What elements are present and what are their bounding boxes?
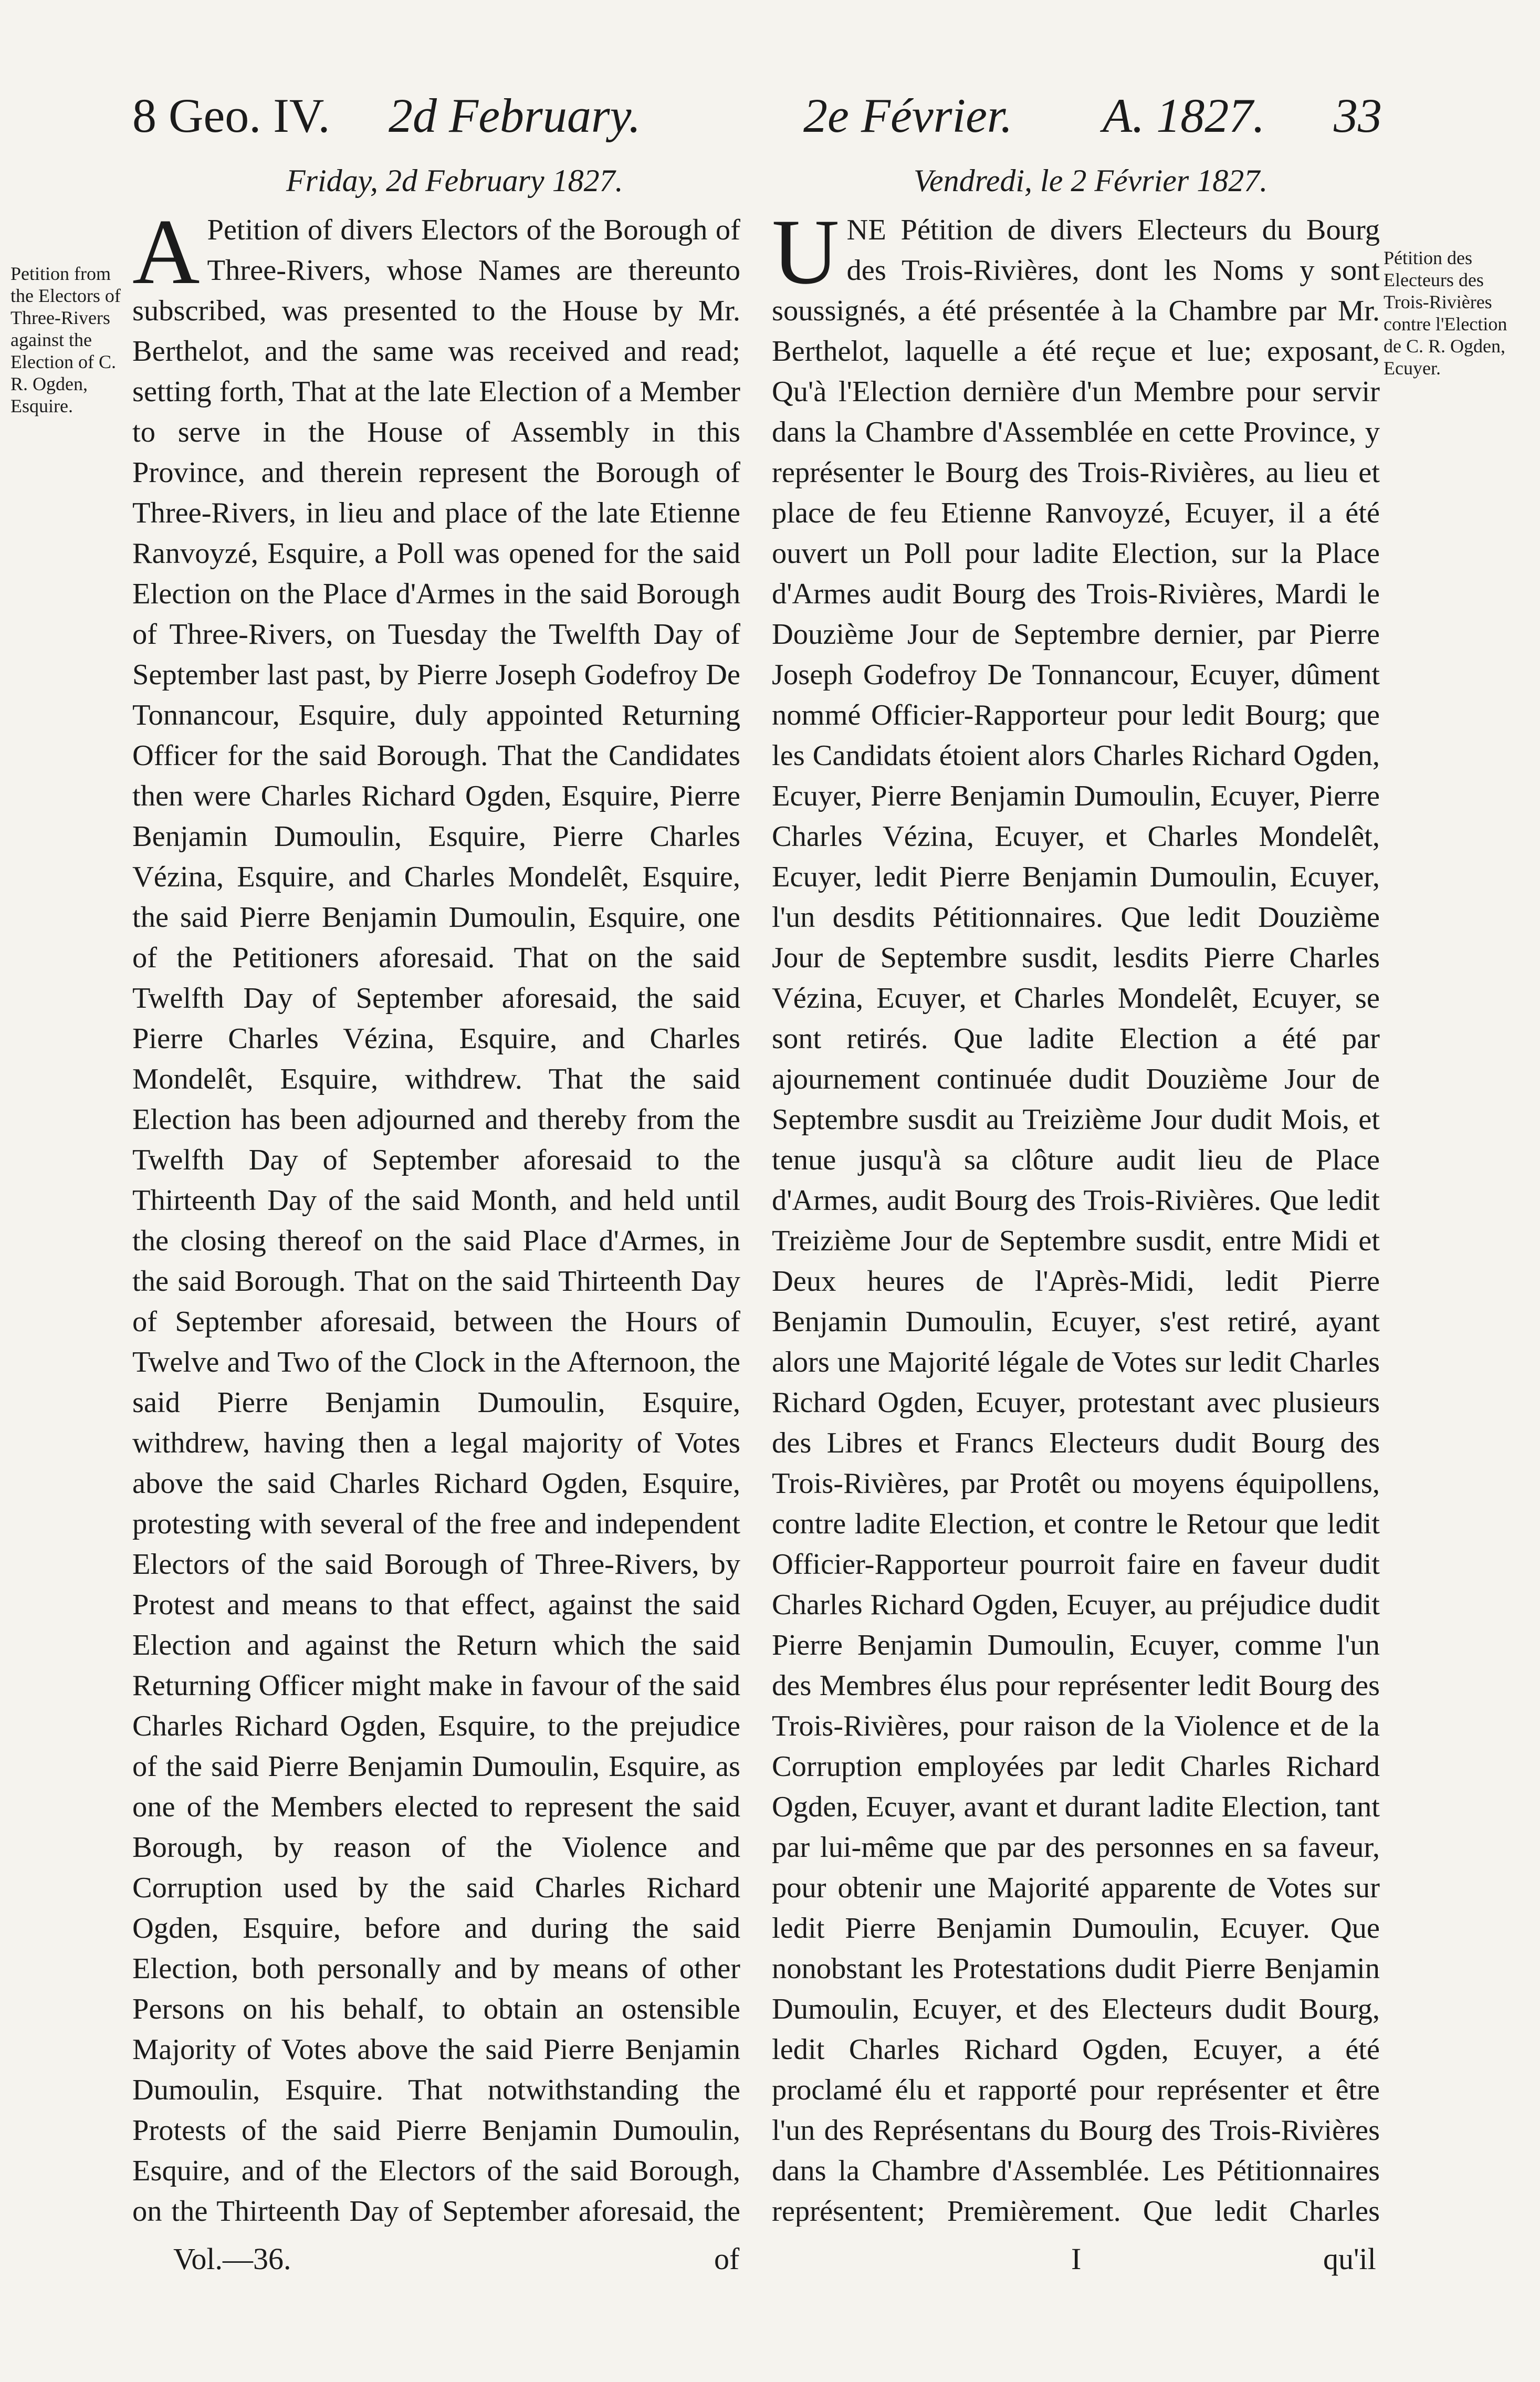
signature-mark: I (1071, 2242, 1082, 2276)
margin-note-french: Pétition des Electeurs des Trois-Rivières contre l'Election de C. R. Ogden, Ecuyer. (1384, 247, 1507, 379)
sitting-date-english: Friday, 2d February 1827. (286, 163, 623, 198)
year: A. 1827. (1103, 89, 1265, 142)
sitting-date-french: Vendredi, le 2 Février 1827. (914, 163, 1268, 198)
french-text: NE Pétition de divers Electeurs du Bourg des Trois-Rivières, dont les Noms y sont soussignés, a été présentée à la Chambre par Mr. Berthelot, laquelle a été reçue et lue; exposant, Qu'à l'Election dernière d'un Membre pour servir dans la Chambre d'Assemblée en cette Province, y représenter le Bourg des Trois-Rivières, au lieu et place de feu Etienne Ranvoyzé, Ecuyer, il a été ouvert un Poll pour ladite Election, sur la Place d'Armes audit Bourg des Trois-Rivières, Mardi le Douzième Jour de Septembre dernier, par Pierre Joseph Godefroy De Tonnancour, Ecuyer, dûment nommé Officier-Rapporteur pour ledit Bourg; que les Candidats étoient alors Charles Richard Ogden, Ecuyer, Pierre Benjamin Dumoulin, Ecuyer, Pierre Charles Vézina, Ecuyer, et Charles Mondelêt, Ecuyer, ledit Pierre Benjamin Dumoulin, Ecuyer, l'un desdits Pétitionnaires. Que ledit Douzième Jour de Septembre susdit, lesdits Pierre Charles Vézina, Ecuyer, et Charles Mondelêt, Ecuyer, se sont retirés. Que ladite Election a été par ajournement continuée dudit Douzième Jour de Septembre susdit au Treizième Jour dudit Mois, et tenue jusqu'à sa clôture audit lieu de Place d'Armes, audit Bourg des Trois-Rivières. Que ledit Treizième Jour de Septembre susdit, entre Midi et Deux heures de l'Après-Midi, ledit Pierre Benjamin Dumoulin, Ecuyer, s'est retiré, ayant alors une Majorité légale de Votes sur ledit Charles Richard Ogden, Ecuyer, protestant avec plusieurs des Libres et Francs Electeurs dudit Bourg des Trois-Rivières, par Protêt ou moyens équipollens, contre ladite Election, et contre le Retour que ledit Officier-Rapporteur pourroit faire en faveur dudit Charles Richard Ogden, Ecuyer, au préjudice dudit Pierre Benjamin Dumoulin, Ecuyer, comme l'un des Membres élus pour représenter ledit Bourg des Trois-Rivières, pour raison de la Violence et de la Corruption employées par ledit Charles Richard Ogden, Ecuyer, avant et durant ladite Election, tant par lui-même que par des personnes en sa faveur, pour obtenir une Majorité apparente de Votes sur ledit Pierre Benjamin Dumoulin, Ecuyer. Que nonobstant les Protestations dudit Pierre Benjamin Dumoulin, Ecuyer, et des Electeurs dudit Bourg, ledit Charles Richard Ogden, Ecuyer, a été proclamé élu et rapporté pour représenter et être l'un des Représentans du Bourg des Trois-Rivières dans la Chambre d'Assemblée. Les Pétitionnaires représentent; Premièrement. Que ledit Charles (772, 214, 1380, 2227)
french-paragraph (772, 210, 1380, 2227)
margin-note-english: Petition from the Electors of Three-Rivers against the Election of C. R. Ogden, Esquire. (11, 263, 121, 416)
page-header (0, 0, 1540, 158)
date-english: 2d February. (389, 89, 641, 142)
drop-cap: A (132, 210, 200, 304)
english-paragraph (132, 210, 740, 2227)
english-column (132, 210, 740, 2227)
date-french: 2e Février. (803, 89, 1013, 142)
drop-cap: U (772, 210, 840, 304)
french-column (772, 210, 1380, 2227)
english-text: Petition of divers Electors of the Borough of Three-Rivers, whose Names are thereunto subscribed, was presented to the House by Mr. Berthelot, and the same was received and read; setting forth, That at the late Election of a Member to serve in the House of Assembly in this Province, and therein represent the Borough of Three-Rivers, in lieu and place of the late Etienne Ranvoyzé, Esquire, a Poll was opened for the said Election on the Place d'Armes in the said Borough of Three-Rivers, on Tuesday the Twelfth Day of September last past, by Pierre Joseph Godefroy De Tonnancour, Esquire, duly appointed Returning Officer for the said Borough. That the Candidates then were Charles Richard Ogden, Esquire, Pierre Benjamin Dumoulin, Esquire, Pierre Charles Vézina, Esquire, and Charles Mondelêt, Esquire, the said Pierre Benjamin Dumoulin, Esquire, one of the Petitioners aforesaid. That on the said Twelfth Day of September aforesaid, the said Pierre Charles Vézina, Esquire, and Charles Mondelêt, Esquire, withdrew. That the said Election has been adjourned and thereby from the Twelfth Day of September aforesaid to the Thirteenth Day of the said Month, and held until the closing thereof on the said Place d'Armes, in the said Borough. That on the said Thirteenth Day of September aforesaid, between the Hours of Twelve and Two of the Clock in the Afternoon, the said Pierre Benjamin Dumoulin, Esquire, withdrew, having then a legal majority of Votes above the said Charles Richard Ogden, Esquire, protesting with several of the free and independent Electors of the said Borough of Three-Rivers, by Protest and means to that effect, against the said Election and against the Return which the said Returning Officer might make in favour of the said Charles Richard Ogden, Esquire, to the prejudice of the said Pierre Benjamin Dumoulin, Esquire, as one of the Members elected to represent the said Borough, by reason of the Violence and Corruption used by the said Charles Richard Ogden, Esquire, before and during the said Election, both personally and by means of other Persons on his behalf, to obtain an ostensible Majority of Votes above the said Pierre Benjamin Dumoulin, Esquire. That notwithstanding the Protests of the said Pierre Benjamin Dumoulin, Esquire, and of the Electors of the said Borough, on the Thirteenth Day of September aforesaid, the (132, 214, 740, 2227)
page-number: 33 (1334, 89, 1382, 142)
regnal-year: 8 Geo. IV. (132, 89, 330, 142)
catchword-french: qu'il (1323, 2242, 1376, 2276)
catchword-english: of (714, 2242, 740, 2276)
volume-signature: Vol.—36. (173, 2242, 291, 2276)
